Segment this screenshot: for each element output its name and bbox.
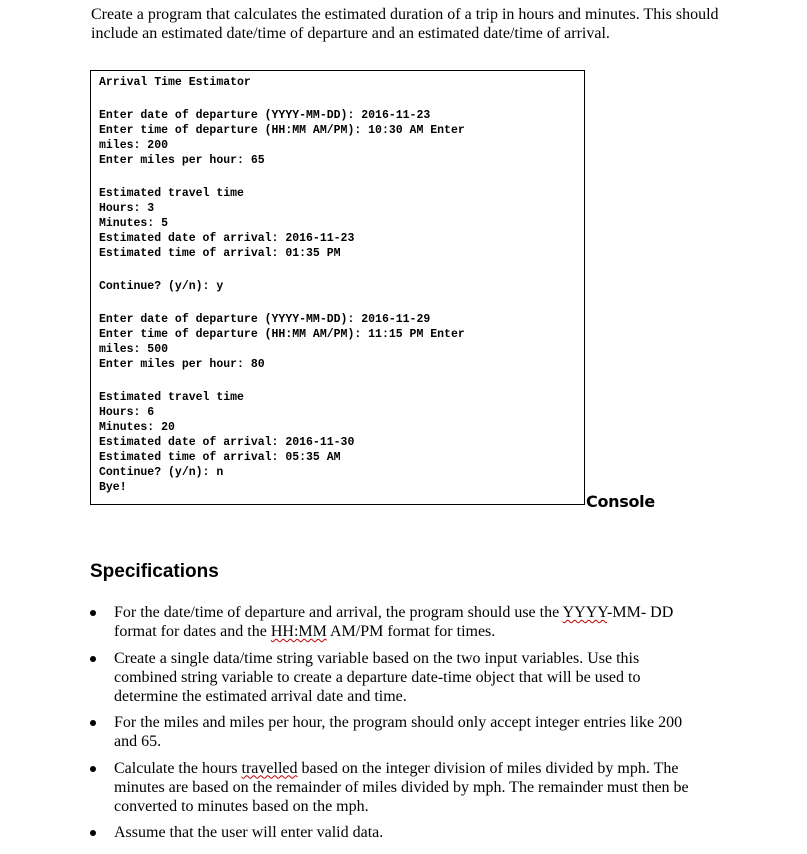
list-item	[90, 759, 690, 816]
item-text: Assume that the user will enter valid data.	[114, 824, 384, 841]
bullet-icon	[90, 720, 96, 726]
console-line: Enter miles per hour: 80	[99, 358, 265, 371]
list-item	[90, 649, 690, 706]
console-line: Hours: 3	[99, 202, 155, 215]
console-line: Enter date of departure (YYYY-MM-DD): 2016-11-29	[99, 313, 431, 326]
item-text: For the date/time of departure and arrival, the program should use the	[114, 604, 563, 621]
item-text: -MM- DD format for dates and the	[114, 604, 674, 640]
console-blank-line	[99, 372, 584, 390]
spellcheck-word: HH:MM	[270, 623, 327, 640]
console-line: Enter miles per hour: 65	[99, 154, 265, 167]
console-line: Estimated travel time	[99, 391, 244, 404]
console-line: miles: 200	[99, 139, 169, 152]
console-blank-line	[99, 261, 584, 279]
specifications-list	[90, 603, 690, 850]
bullet-icon	[90, 610, 96, 616]
list-item	[90, 713, 690, 751]
console-title: Arrival Time Estimator	[99, 76, 251, 89]
console-line: Minutes: 20	[99, 421, 175, 434]
console-line: Estimated time of arrival: 05:35 AM	[99, 451, 341, 464]
console-line: Continue? (y/n): n	[99, 466, 224, 479]
console-line: Estimated time of arrival: 01:35 PM	[99, 247, 341, 260]
bullet-icon	[90, 830, 96, 836]
list-item	[90, 823, 690, 842]
console-caption: Console	[586, 492, 655, 511]
console-line: Minutes: 5	[99, 217, 169, 230]
list-item	[90, 603, 690, 641]
console-line: Continue? (y/n): y	[99, 280, 224, 293]
item-text: Calculate the hours	[114, 759, 242, 777]
bullet-icon	[90, 766, 96, 772]
item-text: AM/PM format for times.	[326, 623, 496, 640]
console-line: Estimated date of arrival: 2016-11-30	[99, 436, 355, 449]
console-blank-line	[99, 168, 584, 186]
spellcheck-word: YYYY	[562, 604, 608, 621]
specifications-heading: Specifications	[90, 561, 219, 582]
intro-paragraph: Create a program that calculates the estimated duration of a trip in hours and minutes. This should include an estimated date/time of departure and an estimated date/time of arrival.	[91, 6, 719, 42]
item-text: For the miles and miles per hour, the program should only accept integer entries like 200 and 65.	[114, 714, 683, 750]
console-line: Enter time of departure (HH:MM AM/PM): 11:15 PM Enter	[99, 328, 465, 341]
spellcheck-word: travelled	[241, 759, 298, 777]
console-blank-line	[99, 294, 584, 312]
console-blank-line	[99, 90, 584, 108]
console-line: Estimated date of arrival: 2016-11-23	[99, 232, 355, 245]
console-line: Hours: 6	[99, 406, 155, 419]
item-text: Create a single data/time string variable based on the two input variables. Use this combined string variable to create a departure date-time object that will be used to determine the estimated arrival date and time.	[114, 649, 641, 705]
console-line: Enter date of departure (YYYY-MM-DD): 2016-11-23	[99, 109, 431, 122]
console-line: Bye!	[99, 481, 127, 494]
console-line: Estimated travel time	[99, 187, 244, 200]
bullet-icon	[90, 656, 96, 662]
console-line: Enter time of departure (HH:MM AM/PM): 10:30 AM Enter	[99, 124, 465, 137]
console-line: miles: 500	[99, 343, 169, 356]
item-text: based on the integer division of miles divided by mph. The minutes are based on the remainder of miles divided by mph. The remainder must then be converted to minutes based on the mph.	[114, 759, 689, 815]
console-output	[90, 70, 585, 505]
